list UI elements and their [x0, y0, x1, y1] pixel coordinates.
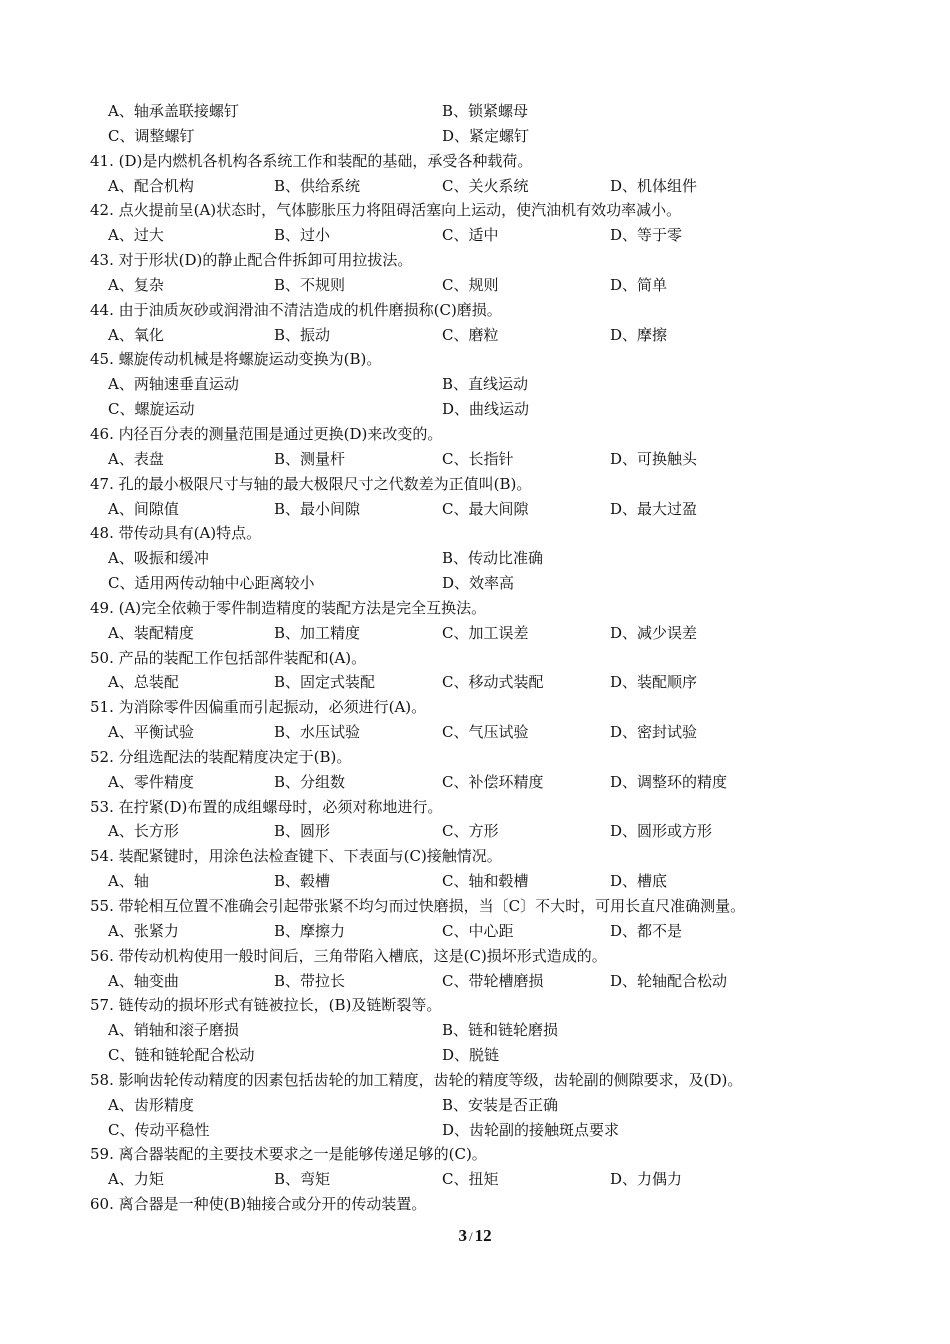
- options-row: [90, 174, 870, 199]
- question-line: 43. 对于形状(D)的静止配合件拆卸可用拉拔法。: [90, 251, 413, 270]
- option-a: A、平衡试验: [108, 723, 194, 742]
- option-a: A、装配精度: [108, 623, 194, 642]
- options-row: [90, 819, 870, 844]
- option-c: C、扭矩: [442, 1170, 499, 1189]
- option-b: B、固定式装配: [274, 673, 376, 692]
- option-c: C、气压试验: [442, 723, 529, 742]
- option-a: C、适用两传动轴中心距离较小: [108, 574, 315, 593]
- option-a: A、长方形: [108, 822, 179, 841]
- options-row: [90, 273, 870, 298]
- option-a: A、氧化: [108, 325, 164, 344]
- option-a: C、链和链轮配合松动: [108, 1046, 255, 1065]
- option-c: C、加工误差: [442, 623, 529, 642]
- option-c: C、适中: [442, 226, 499, 245]
- option-d: D、等于零: [610, 226, 683, 245]
- option-d: D、槽底: [610, 872, 668, 891]
- question-line: 50. 产品的装配工作包括部件装配和(A)。: [90, 648, 367, 667]
- options-row: [90, 1118, 870, 1143]
- option-b: B、安装是否正确: [442, 1095, 559, 1114]
- page-separator: /: [468, 1229, 473, 1244]
- options-row: [90, 621, 870, 646]
- option-a: A、销轴和滚子磨损: [108, 1021, 239, 1040]
- option-b: B、供给系统: [274, 176, 361, 195]
- option-a: A、间隙值: [108, 499, 179, 518]
- question-line: 56. 带传动机构使用一般时间后，三角带陷入槽底，这是(C)损坏形式造成的。: [90, 946, 607, 965]
- options-row: [90, 670, 870, 695]
- option-a: C、调整螺钉: [108, 126, 195, 145]
- option-d: D、简单: [610, 275, 668, 294]
- option-c: C、中心距: [442, 921, 514, 940]
- option-d: D、装配顺序: [610, 673, 698, 692]
- question-line: 55. 带轮相互位置不准确会引起带张紧不均匀而过快磨损，当〔C〕不大时，可用长直尺准确测量。: [90, 897, 746, 915]
- question-line: 52. 分组选配法的装配精度决定于(B)。: [90, 747, 352, 766]
- option-d: D、可换触头: [610, 449, 698, 468]
- option-c: C、长指针: [442, 449, 514, 468]
- options-row: [90, 770, 870, 795]
- option-a: A、过大: [108, 226, 164, 245]
- option-a: A、两轴速垂直运动: [108, 375, 239, 394]
- option-a: A、零件精度: [108, 772, 194, 791]
- options-row: [90, 919, 870, 944]
- option-c: C、磨粒: [442, 325, 499, 344]
- options-row: [90, 323, 870, 348]
- option-d: D、调整环的精度: [610, 772, 728, 791]
- option-a: A、吸振和缓冲: [108, 549, 209, 568]
- options-row: [90, 571, 870, 596]
- option-b: B、分组数: [274, 772, 346, 791]
- option-c: C、方形: [442, 822, 499, 841]
- options-row: [90, 447, 870, 472]
- question-line: 45. 螺旋传动机械是将螺旋运动变换为(B)。: [90, 350, 382, 369]
- option-b: B、锁紧螺母: [442, 102, 529, 120]
- option-a: C、传动平稳性: [108, 1120, 210, 1139]
- option-c: C、移动式装配: [442, 673, 544, 692]
- page-number: [0, 1226, 950, 1246]
- option-b: B、圆形: [274, 822, 331, 841]
- option-b: B、传动比准确: [442, 549, 544, 568]
- option-b: B、测量杆: [274, 449, 346, 468]
- question-line: 58. 影响齿轮传动精度的因素包括齿轮的加工精度，齿轮的精度等级，齿轮副的侧隙要求，及(D)。: [90, 1070, 743, 1089]
- question-line: 51. 为消除零件因偏重而引起振动，必须进行(A)。: [90, 698, 427, 717]
- option-a: C、螺旋运动: [108, 400, 195, 419]
- options-row: [90, 1167, 870, 1192]
- option-b: B、加工精度: [274, 623, 361, 642]
- question-line: 41. (D)是内燃机各机构各系统工作和装配的基础，承受各种载荷。: [90, 151, 533, 170]
- option-d: D、轮轴配合松动: [610, 971, 728, 990]
- option-c: C、规则: [442, 275, 499, 294]
- total-pages: 12: [474, 1226, 492, 1245]
- question-line: 46. 内径百分表的测量范围是通过更换(D)来改变的。: [90, 424, 443, 443]
- options-row: [90, 223, 870, 248]
- options-row: [90, 372, 870, 397]
- options-row: [90, 1093, 870, 1118]
- option-a: A、表盘: [108, 449, 164, 468]
- option-b: B、直线运动: [442, 375, 529, 394]
- question-line: 44. 由于油质灰砂或润滑油不清洁造成的机件磨损称(C)磨损。: [90, 300, 502, 319]
- option-d: D、圆形或方形: [610, 822, 713, 841]
- option-c: C、带轮槽磨损: [442, 971, 544, 990]
- option-b: D、曲线运动: [442, 400, 530, 419]
- question-line: 42. 点火提前呈(A)状态时，气体膨胀压力将阻碍活塞向上运动，使汽油机有效功率减小。: [90, 201, 682, 220]
- option-b: D、紧定螺钉: [442, 126, 530, 145]
- document-body: [90, 99, 870, 1217]
- option-b: B、弯矩: [274, 1170, 331, 1189]
- option-b: D、脱链: [442, 1046, 500, 1065]
- option-b: B、毂槽: [274, 872, 331, 891]
- option-d: D、机体组件: [610, 176, 698, 195]
- question-line: 57. 链传动的损坏形式有链被拉长，(B)及链断裂等。: [90, 996, 442, 1015]
- option-c: C、轴和毂槽: [442, 872, 529, 891]
- question-line: 48. 带传动具有(A)特点。: [90, 524, 262, 543]
- options-row: [90, 869, 870, 894]
- options-row: [90, 969, 870, 994]
- option-b: B、链和链轮磨损: [442, 1021, 559, 1040]
- option-a: A、张紧力: [108, 921, 179, 940]
- options-row: [90, 1018, 870, 1043]
- question-line: 54. 装配紧键时，用涂色法检查键下、下表面与(C)接触情况。: [90, 847, 502, 866]
- option-b: B、不规则: [274, 275, 346, 294]
- option-d: D、最大过盈: [610, 499, 698, 518]
- option-a: A、齿形精度: [108, 1095, 194, 1114]
- options-row: [90, 720, 870, 745]
- option-d: D、都不是: [610, 921, 683, 940]
- options-row: [90, 124, 870, 149]
- option-b: D、齿轮副的接触斑点要求: [442, 1120, 620, 1139]
- option-a: A、配合机构: [108, 176, 194, 195]
- question-line: 47. 孔的最小极限尺寸与轴的最大极限尺寸之代数差为正值叫(B)。: [90, 474, 532, 493]
- option-b: B、带拉长: [274, 971, 346, 990]
- option-b: D、效率高: [442, 574, 515, 593]
- question-line: 59. 离合器装配的主要技术要求之一是能够传递足够的(C)。: [90, 1145, 487, 1164]
- option-c: C、补偿环精度: [442, 772, 544, 791]
- option-c: C、关火系统: [442, 176, 529, 195]
- option-c: C、最大间隙: [442, 499, 529, 518]
- option-d: D、减少误差: [610, 623, 698, 642]
- option-b: B、最小间隙: [274, 499, 361, 518]
- option-b: B、过小: [274, 226, 331, 245]
- options-row: [90, 1043, 870, 1068]
- option-a: A、力矩: [108, 1170, 164, 1189]
- options-row: [90, 546, 870, 571]
- option-a: A、轴承盖联接螺钉: [108, 102, 239, 120]
- option-b: B、振动: [274, 325, 331, 344]
- option-a: A、复杂: [108, 275, 164, 294]
- option-d: D、力偶力: [610, 1170, 683, 1189]
- options-row: [90, 497, 870, 522]
- question-line: 60. 离合器是一种使(B)轴接合或分开的传动装置。: [90, 1195, 427, 1214]
- options-row: [90, 397, 870, 422]
- option-b: B、摩擦力: [274, 921, 346, 940]
- option-b: B、水压试验: [274, 723, 361, 742]
- question-line: 53. 在拧紧(D)布置的成组螺母时，必须对称地进行。: [90, 797, 443, 816]
- option-a: A、轴: [108, 872, 149, 891]
- option-a: A、总装配: [108, 673, 179, 692]
- option-d: D、密封试验: [610, 723, 698, 742]
- question-line: 49. (A)完全依赖于零件制造精度的装配方法是完全互换法。: [90, 598, 487, 617]
- option-d: D、摩擦: [610, 325, 668, 344]
- current-page: 3: [458, 1226, 467, 1245]
- option-a: A、轴变曲: [108, 971, 179, 990]
- options-row: [90, 99, 870, 124]
